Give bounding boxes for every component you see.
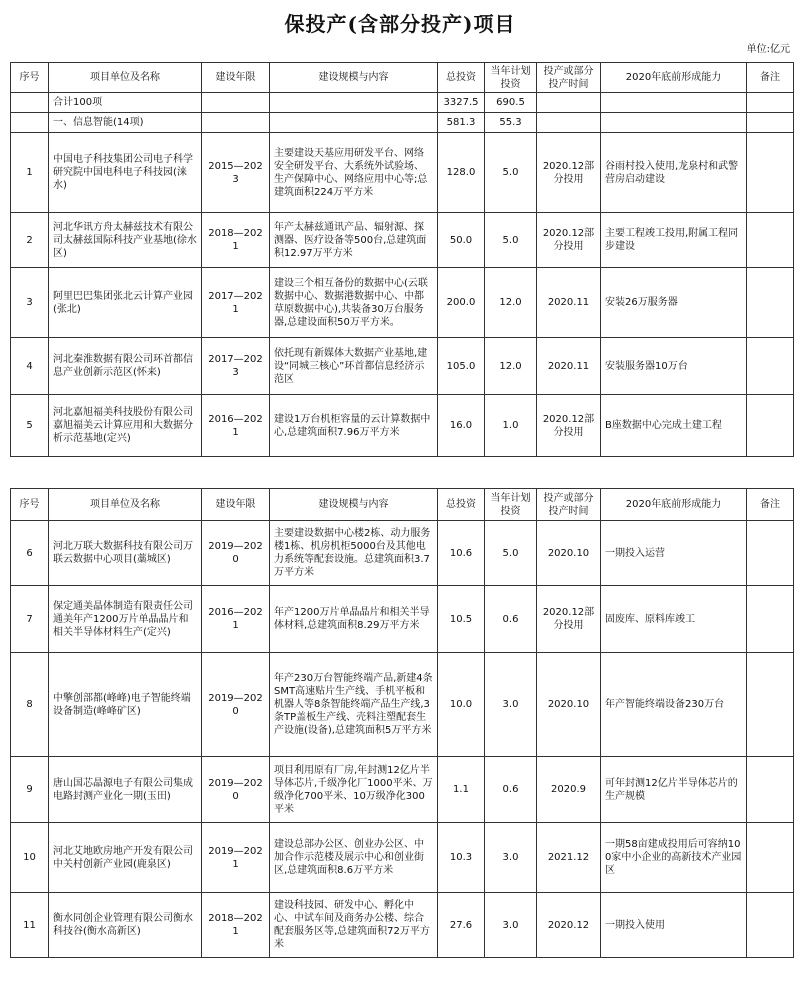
header-cell: 总投资: [438, 489, 485, 521]
capacity-2020: 一期投入运营: [601, 521, 747, 586]
header-cell: 备注: [747, 489, 794, 521]
total-investment: 27.6: [438, 893, 485, 958]
page-title: 保投产(含部分投产)项目: [284, 12, 516, 36]
total-investment: 1.1: [438, 757, 485, 823]
construction-period: 2019—2020: [202, 757, 270, 823]
summary-label: 一、信息智能(14项): [49, 113, 202, 133]
summary-row: [11, 113, 794, 133]
table-row: [11, 268, 794, 338]
annual-plan-investment: 12.0: [485, 268, 537, 338]
header-cell: 建设年限: [202, 63, 270, 93]
annual-plan-investment: 0.6: [485, 586, 537, 653]
annual-plan-investment: 5.0: [485, 133, 537, 213]
remark: [747, 268, 794, 338]
summary-label: 合计100项: [49, 93, 202, 113]
header-cell: 投产或部分投产时间: [537, 489, 601, 521]
capacity-2020: B座数据中心完成土建工程: [601, 395, 747, 457]
header-cell: 2020年底前形成能力: [601, 63, 747, 93]
empty-cell: [537, 113, 601, 133]
total-investment: 50.0: [438, 213, 485, 268]
table-row: [11, 823, 794, 893]
remark: [747, 395, 794, 457]
annual-plan-investment: 3.0: [485, 893, 537, 958]
row-number: 6: [11, 521, 49, 586]
row-number: 10: [11, 823, 49, 893]
total-investment: 128.0: [438, 133, 485, 213]
production-time: 2020.11: [537, 268, 601, 338]
remark: [747, 823, 794, 893]
empty-cell: [601, 113, 747, 133]
construction-scope: 主要建设天基应用研发平台、网络安全研发平台、大系统外试验场、生产保障中心、网络应用中心等;总建筑面积224万平方米: [270, 133, 438, 213]
remark: [747, 586, 794, 653]
header-cell: 建设规模与内容: [270, 63, 438, 93]
summary-row: [11, 93, 794, 113]
total-investment: 105.0: [438, 338, 485, 395]
capacity-2020: 谷雨村投入使用,龙泉村和武警营房启动建设: [601, 133, 747, 213]
construction-scope: 建设1万台机柜容量的云计算数据中心,总建筑面积7.96万平方米: [270, 395, 438, 457]
construction-scope: 项目利用原有厂房,年封测12亿片半导体芯片,千级净化厂1000平米、万级净化700平米、10万级净化300平米: [270, 757, 438, 823]
construction-period: 2018—2021: [202, 213, 270, 268]
production-time: 2020.12: [537, 893, 601, 958]
empty-cell: [270, 93, 438, 113]
empty-cell: [601, 93, 747, 113]
production-time: 2020.12部分投用: [537, 133, 601, 213]
annual-plan-investment: 3.0: [485, 823, 537, 893]
project-name: 河北艾地欧房地产开发有限公司中关村创新产业园(鹿泉区): [49, 823, 202, 893]
construction-scope: 建设总部办公区、创业办公区、中加合作示范楼及展示中心和创业街区,总建筑面积8.6万平方米: [270, 823, 438, 893]
remark: [747, 757, 794, 823]
empty-cell: [747, 113, 794, 133]
header-cell: 建设年限: [202, 489, 270, 521]
construction-period: 2019—2020: [202, 653, 270, 757]
header-row: [11, 489, 794, 521]
total-investment: 10.0: [438, 653, 485, 757]
production-time: 2020.10: [537, 521, 601, 586]
construction-scope: 年产230万台智能终端产品,新建4条SMT高速贴片生产线、手机平板和机器人等8条智能终端产品生产线,3条TP盖板生产线、壳料注塑配套生产设施(设备),总建筑面积5万平方米: [270, 653, 438, 757]
construction-period: 2018—2021: [202, 893, 270, 958]
construction-scope: 年产太赫兹通讯产品、辐射源、探测器、医疗设备等500台,总建筑面积12.97万平方米: [270, 213, 438, 268]
row-number: 4: [11, 338, 49, 395]
unit-label: 单位:亿元: [746, 44, 790, 55]
project-table-top: [10, 62, 794, 457]
header-cell: 当年计划投资: [485, 489, 537, 521]
total-investment: 10.5: [438, 586, 485, 653]
empty-cell: [537, 93, 601, 113]
project-name: 唐山国芯晶源电子有限公司集成电路封测产业化一期(玉田): [49, 757, 202, 823]
construction-period: 2019—2021: [202, 823, 270, 893]
remark: [747, 133, 794, 213]
table-row: [11, 893, 794, 958]
empty-cell: [747, 93, 794, 113]
project-name: 河北万联大数据科技有限公司万联云数据中心项目(藁城区): [49, 521, 202, 586]
project-name: 河北华讯方舟太赫兹技术有限公司太赫兹国际科技产业基地(徐水区): [49, 213, 202, 268]
header-cell: 序号: [11, 63, 49, 93]
capacity-2020: 主要工程竣工投用,附属工程同步建设: [601, 213, 747, 268]
total-investment: 200.0: [438, 268, 485, 338]
row-number: 7: [11, 586, 49, 653]
capacity-2020: 安装服务器10万台: [601, 338, 747, 395]
summary-total: 3327.5: [438, 93, 485, 113]
project-name: 河北嘉旭福美科技股份有限公司嘉旭福美云计算应用和大数据分析示范基地(定兴): [49, 395, 202, 457]
table-row: [11, 338, 794, 395]
row-number: 9: [11, 757, 49, 823]
construction-period: 2017—2021: [202, 268, 270, 338]
table-row: [11, 133, 794, 213]
production-time: 2020.12部分投用: [537, 213, 601, 268]
construction-period: 2016—2021: [202, 395, 270, 457]
construction-scope: 主要建设数据中心楼2栋、动力服务楼1栋、机房机柜5000台及其他电力系统等配套设施。总建筑面积3.7万平方米: [270, 521, 438, 586]
production-time: 2020.12部分投用: [537, 395, 601, 457]
capacity-2020: 年产智能终端设备230万台: [601, 653, 747, 757]
table-row: [11, 653, 794, 757]
production-time: 2020.12部分投用: [537, 586, 601, 653]
summary-plan: 55.3: [485, 113, 537, 133]
row-number: 8: [11, 653, 49, 757]
annual-plan-investment: 0.6: [485, 757, 537, 823]
annual-plan-investment: 5.0: [485, 521, 537, 586]
row-number: 3: [11, 268, 49, 338]
row-number: 1: [11, 133, 49, 213]
table-row: [11, 586, 794, 653]
remark: [747, 653, 794, 757]
project-name: 保定通美晶体制造有限责任公司通美年产1200万片单晶晶片和相关半导体材料生产(定兴): [49, 586, 202, 653]
header-cell: 备注: [747, 63, 794, 93]
header-cell: 项目单位及名称: [49, 489, 202, 521]
project-name: 中擎创部都(峰峰)电子智能终端设备制造(峰峰矿区): [49, 653, 202, 757]
construction-period: 2017—2023: [202, 338, 270, 395]
row-number: 5: [11, 395, 49, 457]
row-number: 2: [11, 213, 49, 268]
project-table-bottom: [10, 488, 794, 958]
capacity-2020: 可年封测12亿片半导体芯片的生产规模: [601, 757, 747, 823]
total-investment: 10.6: [438, 521, 485, 586]
header-cell: 投产或部分投产时间: [537, 63, 601, 93]
header-cell: 2020年底前形成能力: [601, 489, 747, 521]
project-name: 中国电子科技集团公司电子科学研究院中国电科电子科技园(涞水): [49, 133, 202, 213]
remark: [747, 338, 794, 395]
production-time: 2020.11: [537, 338, 601, 395]
remark: [747, 213, 794, 268]
production-time: 2020.10: [537, 653, 601, 757]
production-time: 2021.12: [537, 823, 601, 893]
header-cell: 项目单位及名称: [49, 63, 202, 93]
construction-scope: 年产1200万片单晶晶片和相关半导体材料,总建筑面积8.29万平方米: [270, 586, 438, 653]
empty-cell: [11, 93, 49, 113]
empty-cell: [202, 93, 270, 113]
capacity-2020: 一期投入使用: [601, 893, 747, 958]
annual-plan-investment: 12.0: [485, 338, 537, 395]
empty-cell: [202, 113, 270, 133]
header-cell: 建设规模与内容: [270, 489, 438, 521]
construction-period: 2019—2020: [202, 521, 270, 586]
construction-period: 2016—2021: [202, 586, 270, 653]
table-row: [11, 757, 794, 823]
summary-plan: 690.5: [485, 93, 537, 113]
construction-scope: 建设三个相互备份的数据中心(云联数据中心、数据港数据中心、中都草原数据中心),共装备30万台服务器,总建设面积50万平方米。: [270, 268, 438, 338]
annual-plan-investment: 1.0: [485, 395, 537, 457]
construction-scope: 依托现有新媒体大数据产业基地,建设“同城三核心”环首都信息经济示范区: [270, 338, 438, 395]
capacity-2020: 一期58亩建成投用后可容纳100家中小企业的高新技术产业园区: [601, 823, 747, 893]
total-investment: 10.3: [438, 823, 485, 893]
header-cell: 总投资: [438, 63, 485, 93]
header-row: [11, 63, 794, 93]
project-name: 阿里巴巴集团张北云计算产业园(张北): [49, 268, 202, 338]
row-number: 11: [11, 893, 49, 958]
project-name: 衡水同创企业管理有限公司衡水科技谷(衡水高新区): [49, 893, 202, 958]
capacity-2020: 安装26万服务器: [601, 268, 747, 338]
remark: [747, 521, 794, 586]
header-cell: 当年计划投资: [485, 63, 537, 93]
annual-plan-investment: 3.0: [485, 653, 537, 757]
empty-cell: [270, 113, 438, 133]
production-time: 2020.9: [537, 757, 601, 823]
annual-plan-investment: 5.0: [485, 213, 537, 268]
capacity-2020: 固废库、原料库竣工: [601, 586, 747, 653]
construction-scope: 建设科技园、研发中心、孵化中心、中试车间及商务办公楼、综合配套服务区等,总建筑面积72万平方米: [270, 893, 438, 958]
table-row: [11, 213, 794, 268]
table-row: [11, 395, 794, 457]
project-name: 河北秦淮数据有限公司环首都信息产业创新示范区(怀来): [49, 338, 202, 395]
header-cell: 序号: [11, 489, 49, 521]
table-row: [11, 521, 794, 586]
empty-cell: [11, 113, 49, 133]
summary-total: 581.3: [438, 113, 485, 133]
total-investment: 16.0: [438, 395, 485, 457]
remark: [747, 893, 794, 958]
construction-period: 2015—2023: [202, 133, 270, 213]
